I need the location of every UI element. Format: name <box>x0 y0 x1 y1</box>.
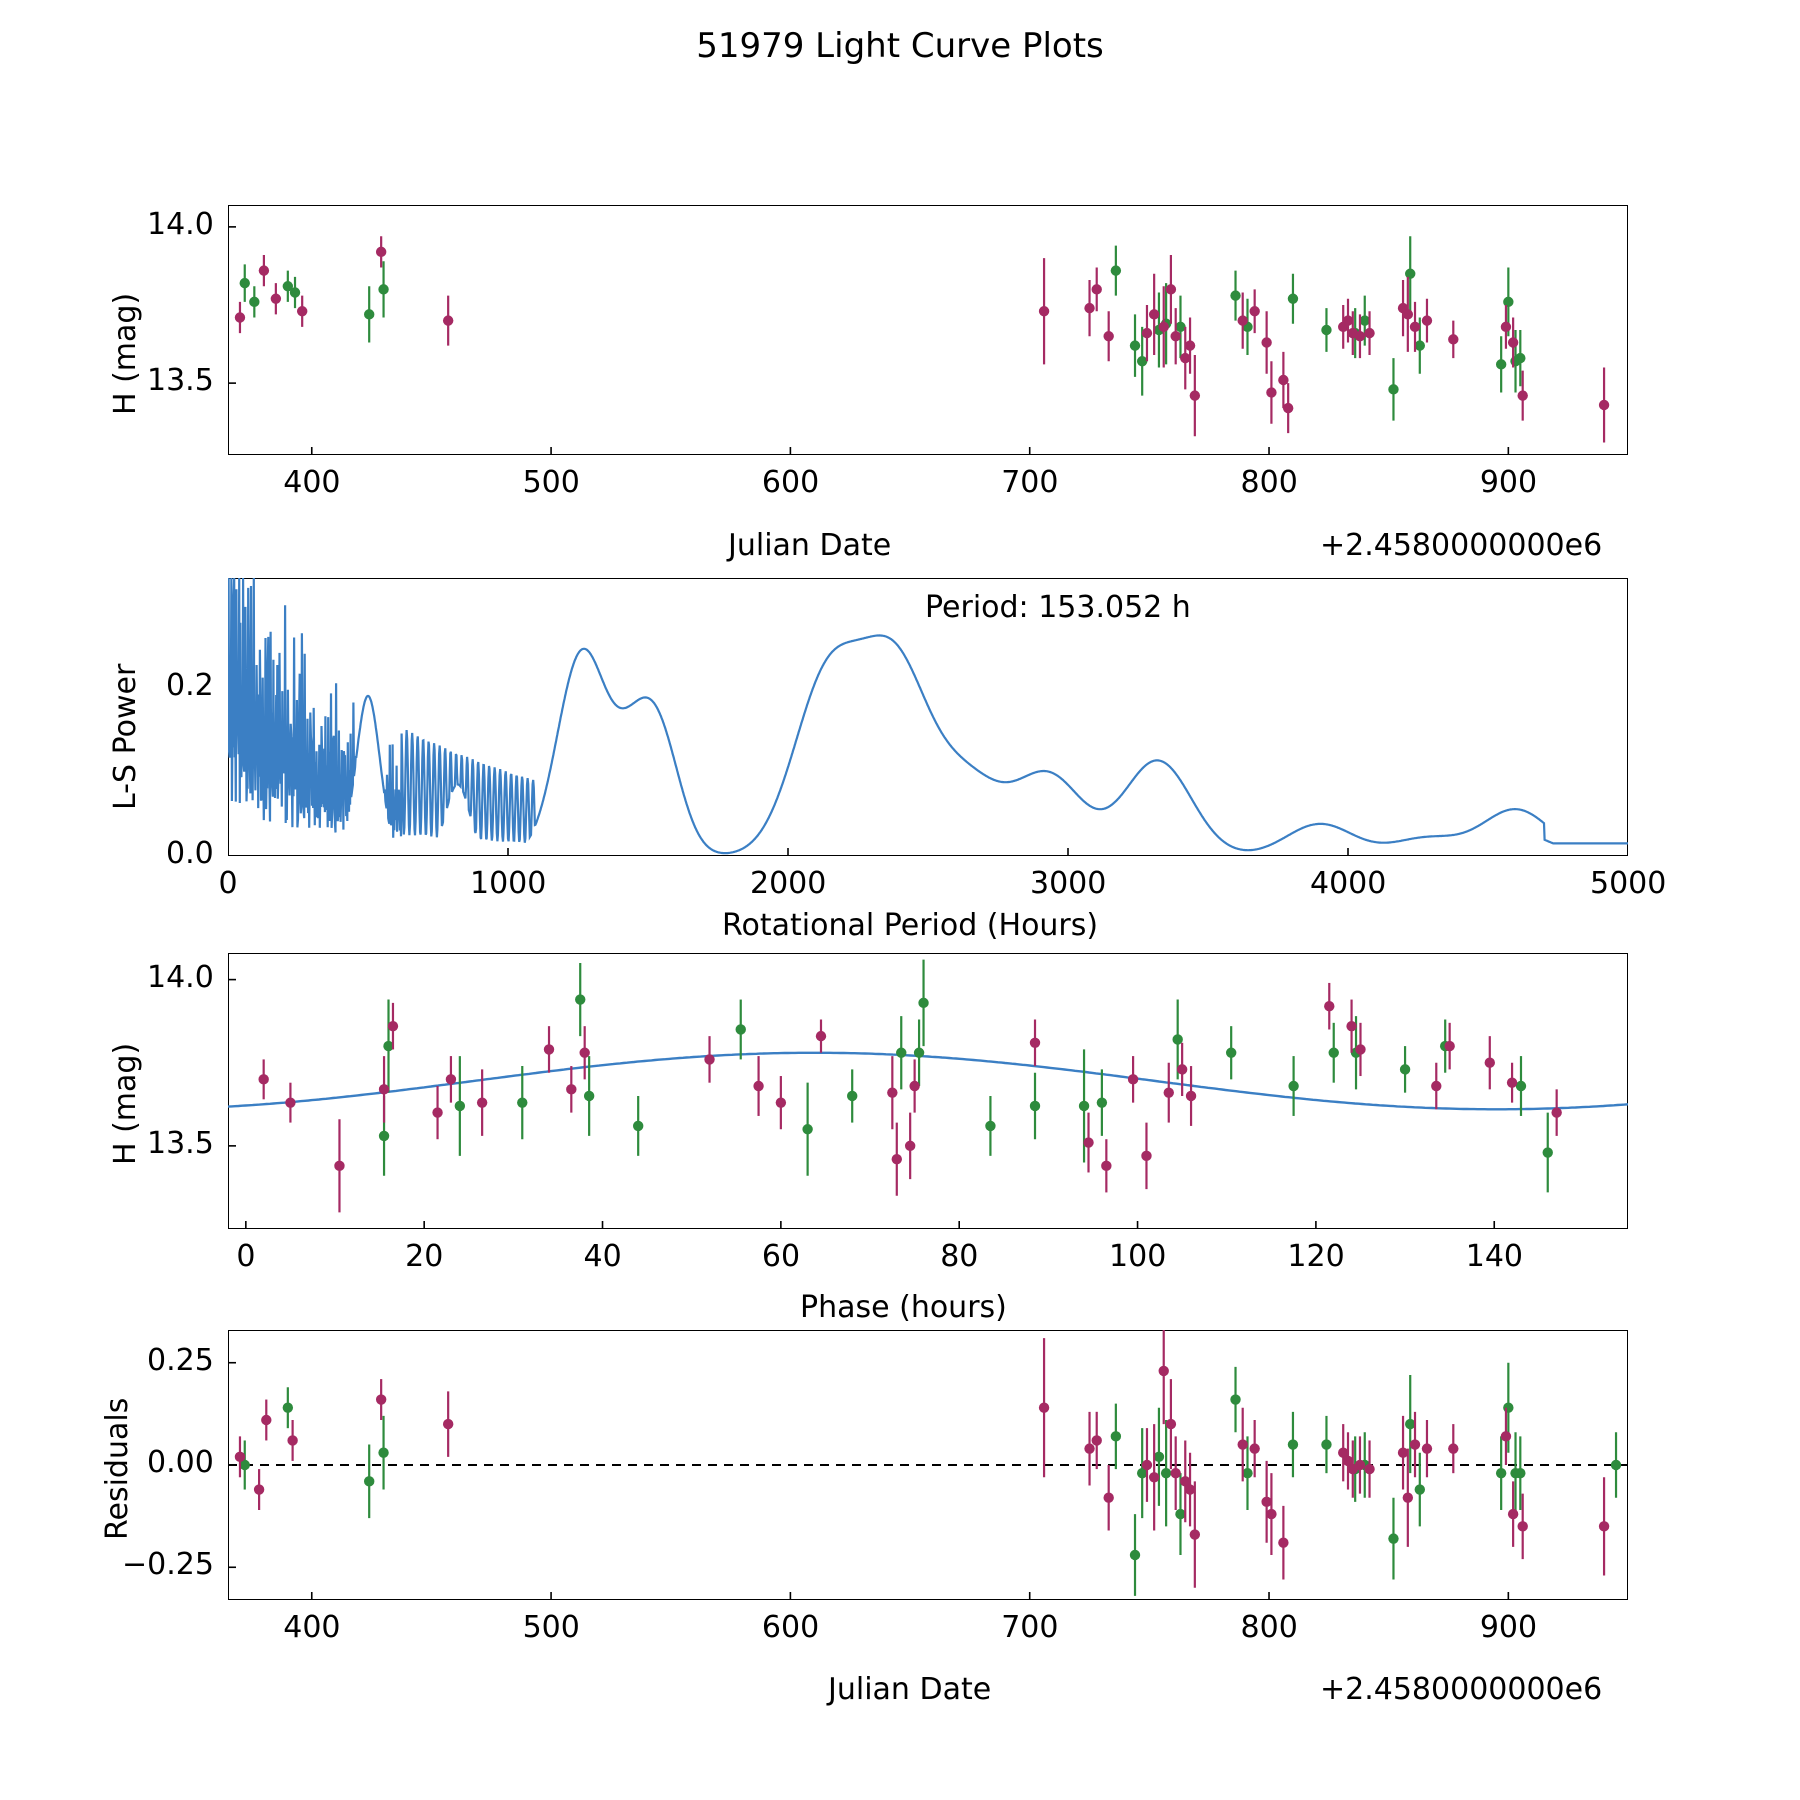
series-green-band <box>379 960 1553 1193</box>
panel-light-curve-vs-date <box>228 205 1628 455</box>
xtick-panel1-600: 600 <box>761 465 820 500</box>
series-green-band <box>240 236 1526 420</box>
ytick-panel4--0.25: −0.25 <box>122 1547 214 1583</box>
xtick-panel1-800: 800 <box>1240 465 1298 500</box>
ylabel-panel2: L-S Power <box>108 663 143 810</box>
xtick-panel4-500: 500 <box>522 1610 580 1645</box>
series-magenta-band <box>258 983 1561 1212</box>
period-annotation: Period: 153.052 h <box>925 590 1191 625</box>
series-magenta-band <box>235 1330 1610 1588</box>
xtick-panel3-20: 20 <box>405 1239 444 1274</box>
xtick-panel2-4000: 4000 <box>1310 866 1387 901</box>
plot-area-panel1 <box>228 205 1628 455</box>
xoffset-panel4: +2.4580000000e6 <box>1320 1672 1603 1707</box>
xlabel-panel4: Julian Date <box>828 1672 992 1707</box>
xtick-panel1-900: 900 <box>1479 465 1538 500</box>
xtick-panel2-2000: 2000 <box>750 866 827 901</box>
xtick-panel3-100: 100 <box>1109 1239 1167 1274</box>
xtick-panel4-600: 600 <box>761 1610 820 1645</box>
plot-area-panel4 <box>228 1330 1628 1600</box>
xtick-panel1-700: 700 <box>1001 465 1059 500</box>
ytick-panel2-0: 0.0 <box>166 836 214 871</box>
xtick-panel4-400: 400 <box>283 1610 341 1645</box>
series-green-band <box>240 1363 1622 1596</box>
xtick-panel2-3000: 3000 <box>1030 866 1107 901</box>
xlabel-panel1: Julian Date <box>728 528 892 563</box>
xtick-panel2-5000: 5000 <box>1590 866 1667 901</box>
xtick-panel3-140: 140 <box>1465 1239 1523 1274</box>
ytick-panel1-14: 14.0 <box>147 206 214 242</box>
page-title: 51979 Light Curve Plots <box>696 26 1104 66</box>
plot-area-panel3 <box>228 953 1628 1229</box>
ytick-panel4-0: 0.00 <box>147 1445 214 1480</box>
xtick-panel3-60: 60 <box>761 1239 801 1274</box>
xtick-panel3-40: 40 <box>583 1239 622 1274</box>
xtick-panel1-500: 500 <box>522 465 580 500</box>
xtick-panel3-0: 0 <box>236 1239 256 1274</box>
xoffset-panel1: +2.4580000000e6 <box>1320 528 1603 563</box>
series-magenta-band <box>235 236 1610 442</box>
ytick-panel3-13.5: 13.5 <box>147 1125 214 1161</box>
xtick-panel3-80: 80 <box>940 1239 979 1274</box>
xtick-panel1-400: 400 <box>283 465 341 500</box>
ytick-panel2-0.2: 0.2 <box>166 667 214 703</box>
ytick-panel1-13.5: 13.5 <box>147 363 214 399</box>
xlabel-panel2: Rotational Period (Hours) <box>722 908 1099 943</box>
xlabel-panel3: Phase (hours) <box>800 1290 1007 1325</box>
xtick-panel2-1000: 1000 <box>470 866 547 901</box>
xtick-panel3-120: 120 <box>1287 1239 1345 1274</box>
ytick-panel3-14: 14.0 <box>147 959 214 995</box>
xtick-panel4-900: 900 <box>1479 1610 1538 1645</box>
xtick-panel4-700: 700 <box>1001 1610 1059 1645</box>
ylabel-panel3: H (mag) <box>108 1042 143 1165</box>
ylabel-panel4: Residuals <box>100 1397 135 1540</box>
xtick-panel2-0: 0 <box>218 866 238 901</box>
panel-phase-folded <box>228 953 1628 1229</box>
ylabel-panel1: H (mag) <box>108 292 143 415</box>
xtick-panel4-800: 800 <box>1240 1610 1298 1645</box>
ytick-panel4-0.25: 0.25 <box>147 1342 214 1378</box>
panel-residuals <box>228 1330 1628 1600</box>
